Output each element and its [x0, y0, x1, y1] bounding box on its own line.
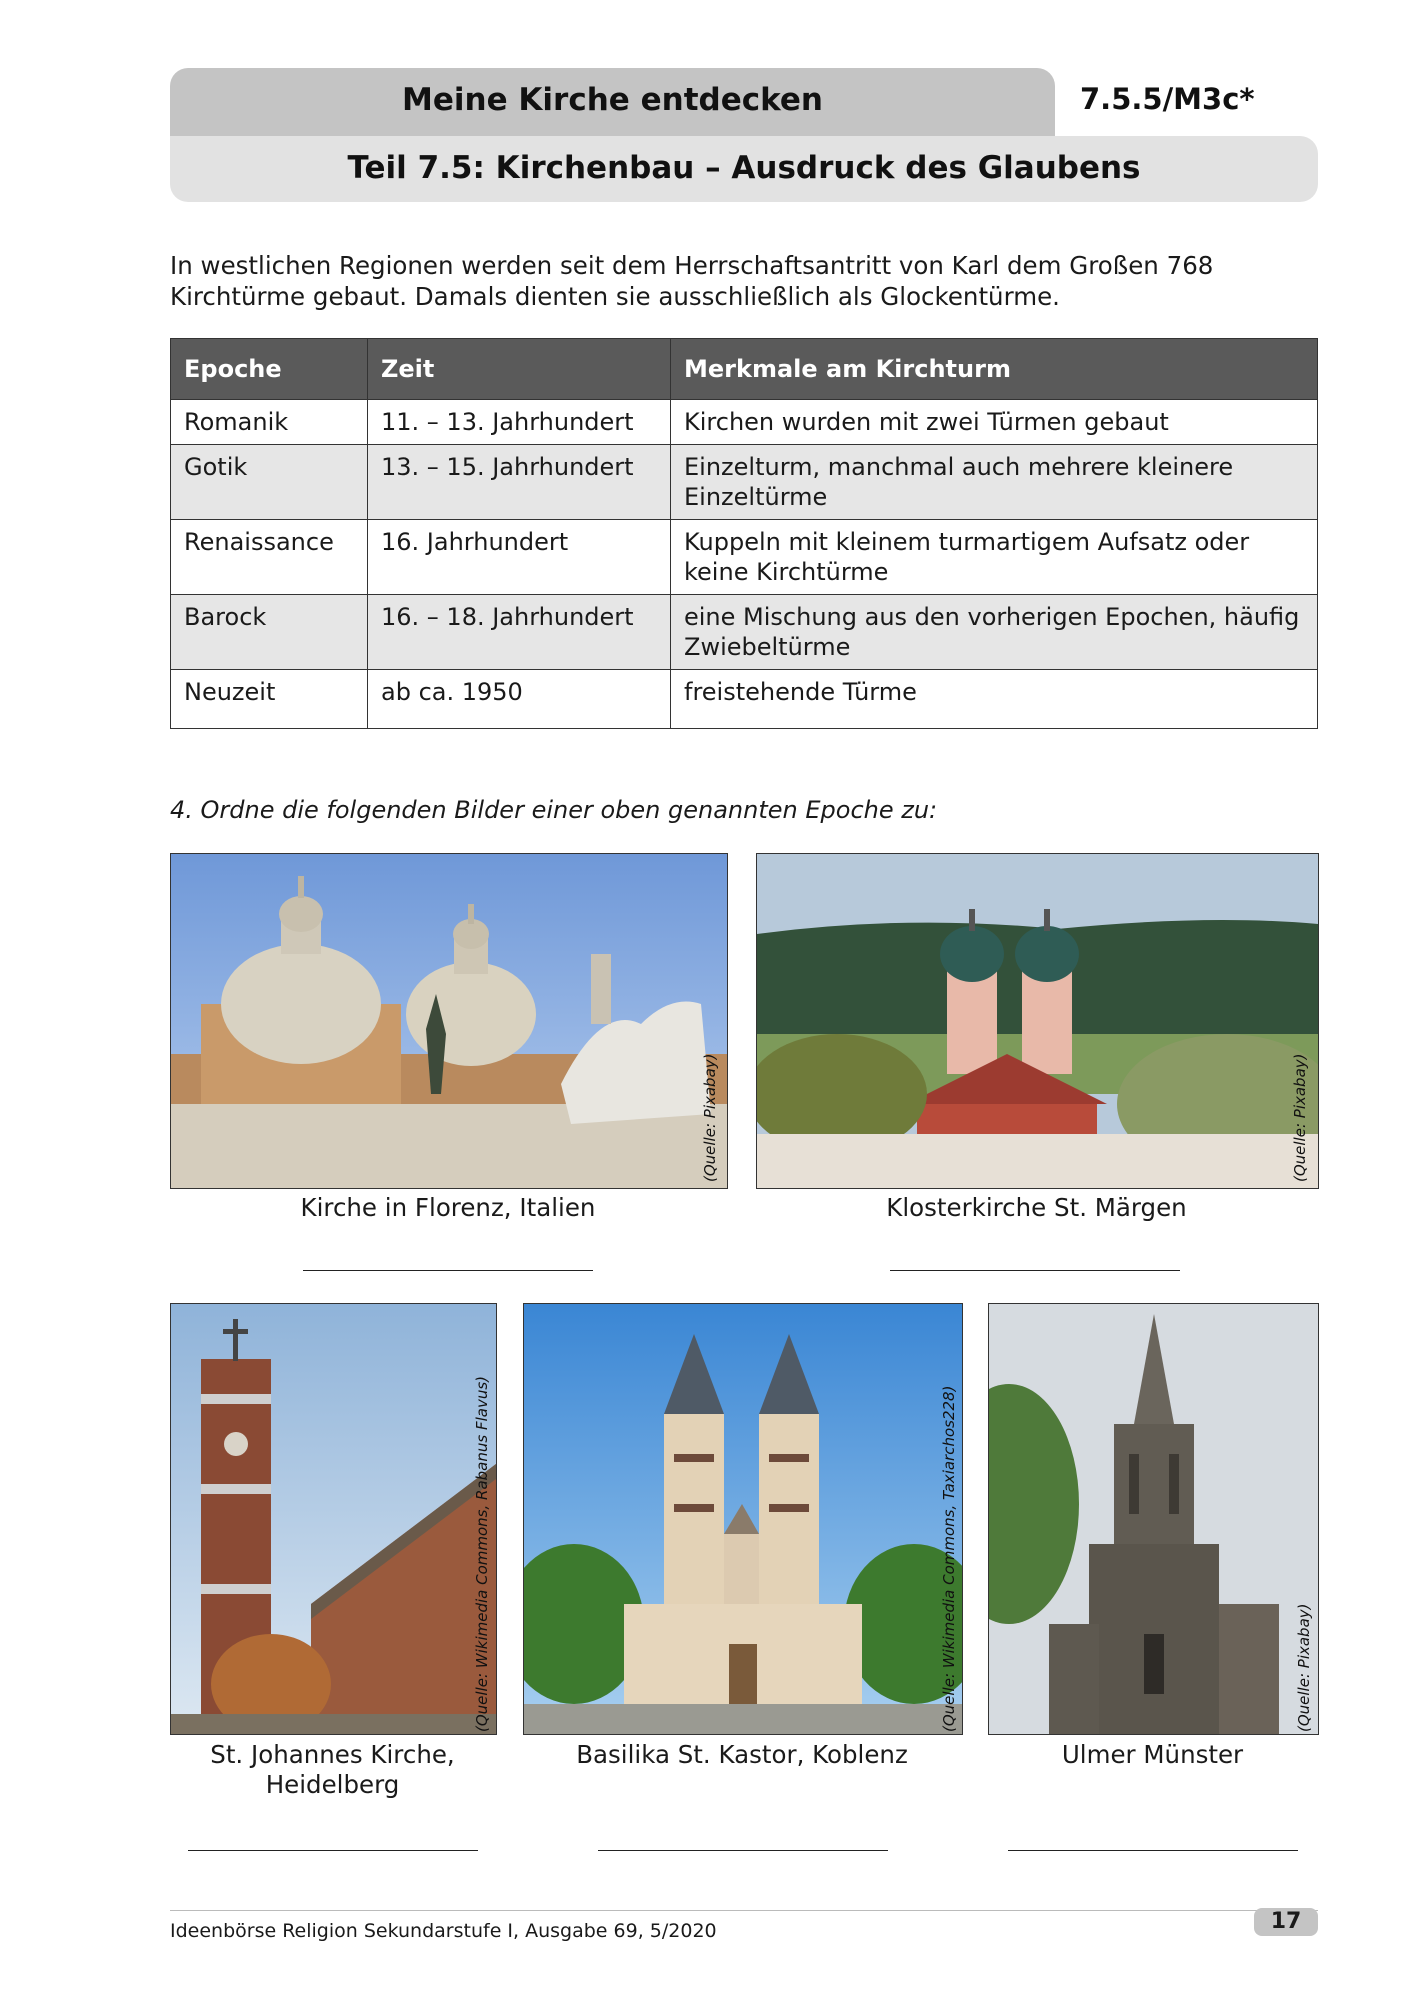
cell-epoche: Neuzeit — [171, 670, 368, 729]
header-title-bar — [170, 68, 1055, 136]
cell-epoche: Barock — [171, 595, 368, 670]
caption-st-johannes: St. Johannes Kirche, Heidelberg — [210, 1740, 455, 1799]
cell-zeit: ab ca. 1950 — [368, 670, 671, 729]
caption-st-maergen: Klosterkirche St. Märgen — [886, 1193, 1187, 1222]
footer-divider — [170, 1910, 1318, 1911]
cell-zeit: 13. – 15. Jahrhundert — [368, 445, 671, 520]
page-number: 17 — [1254, 1908, 1318, 1936]
table-row — [171, 400, 1318, 445]
page-title: Meine Kirche entdecken — [402, 82, 823, 118]
header-subtitle-bar — [170, 136, 1318, 202]
cell-epoche: Gotik — [171, 445, 368, 520]
publication-footer: Ideenbörse Religion Sekundarstufe I, Ausgabe 69, 5/2020 — [170, 1920, 717, 1942]
cell-zeit: 16. – 18. Jahrhundert — [368, 595, 671, 670]
cell-zeit: 16. Jahrhundert — [368, 520, 671, 595]
page-subtitle: Teil 7.5: Kirchenbau – Ausdruck des Glaubens — [347, 150, 1141, 186]
intro-text: In westlichen Regionen werden seit dem Herrschaftsantritt von Karl dem Großen 768 Kirchtürme gebaut. Damals dienten sie ausschließlich als Glockentürme. — [170, 251, 1214, 311]
cell-merkmale: freistehende Türme — [671, 670, 1318, 729]
caption-ulmer-muenster: Ulmer Münster — [1061, 1740, 1244, 1769]
table-row — [171, 520, 1318, 595]
caption-florenz: Kirche in Florenz, Italien — [300, 1193, 596, 1222]
table-header-row — [171, 339, 1318, 400]
answer-line-ulmer-muenster[interactable] — [1008, 1850, 1298, 1851]
table-row — [171, 670, 1318, 729]
col-header-epoche: Epoche — [171, 339, 368, 400]
photo-st-kastor — [523, 1303, 963, 1735]
cell-merkmale: Einzelturm, manchmal auch mehrere kleinere Einzeltürme — [671, 445, 1318, 520]
material-code: 7.5.5/M3c* — [1080, 82, 1255, 116]
photo-florenz — [170, 853, 728, 1189]
answer-line-st-maergen[interactable] — [890, 1270, 1180, 1271]
cell-epoche: Renaissance — [171, 520, 368, 595]
photo-credit: (Quelle: Wikimedia Commons, Taxiarchos228) — [940, 1385, 958, 1732]
task-instruction: 4. Ordne die folgenden Bilder einer oben genannten Epoche zu: — [170, 796, 938, 824]
cell-epoche: Romanik — [171, 400, 368, 445]
col-header-merkmale: Merkmale am Kirchturm — [671, 339, 1318, 400]
photo-credit: (Quelle: Pixabay) — [701, 1053, 719, 1182]
photo-st-johannes — [170, 1303, 497, 1735]
col-header-zeit: Zeit — [368, 339, 671, 400]
photo-credit: (Quelle: Pixabay) — [1295, 1603, 1313, 1732]
answer-line-st-johannes[interactable] — [188, 1850, 478, 1851]
photo-credit: (Quelle: Wikimedia Commons, Rabanus Flavus) — [473, 1376, 491, 1732]
cell-merkmale: Kuppeln mit kleinem turmartigem Aufsatz oder keine Kirchtürme — [671, 520, 1318, 595]
table-row — [171, 595, 1318, 670]
cell-merkmale: Kirchen wurden mit zwei Türmen gebaut — [671, 400, 1318, 445]
photo-credit: (Quelle: Pixabay) — [1291, 1053, 1309, 1182]
photo-st-maergen — [756, 853, 1319, 1189]
photo-ulmer-muenster — [988, 1303, 1319, 1735]
caption-st-kastor: Basilika St. Kastor, Koblenz — [576, 1740, 908, 1769]
answer-line-st-kastor[interactable] — [598, 1850, 888, 1851]
cell-zeit: 11. – 13. Jahrhundert — [368, 400, 671, 445]
cell-merkmale: eine Mischung aus den vorherigen Epochen, häufig Zwiebeltürme — [671, 595, 1318, 670]
table-row — [171, 445, 1318, 520]
epochs-table — [170, 338, 1318, 729]
answer-line-florenz[interactable] — [303, 1270, 593, 1271]
